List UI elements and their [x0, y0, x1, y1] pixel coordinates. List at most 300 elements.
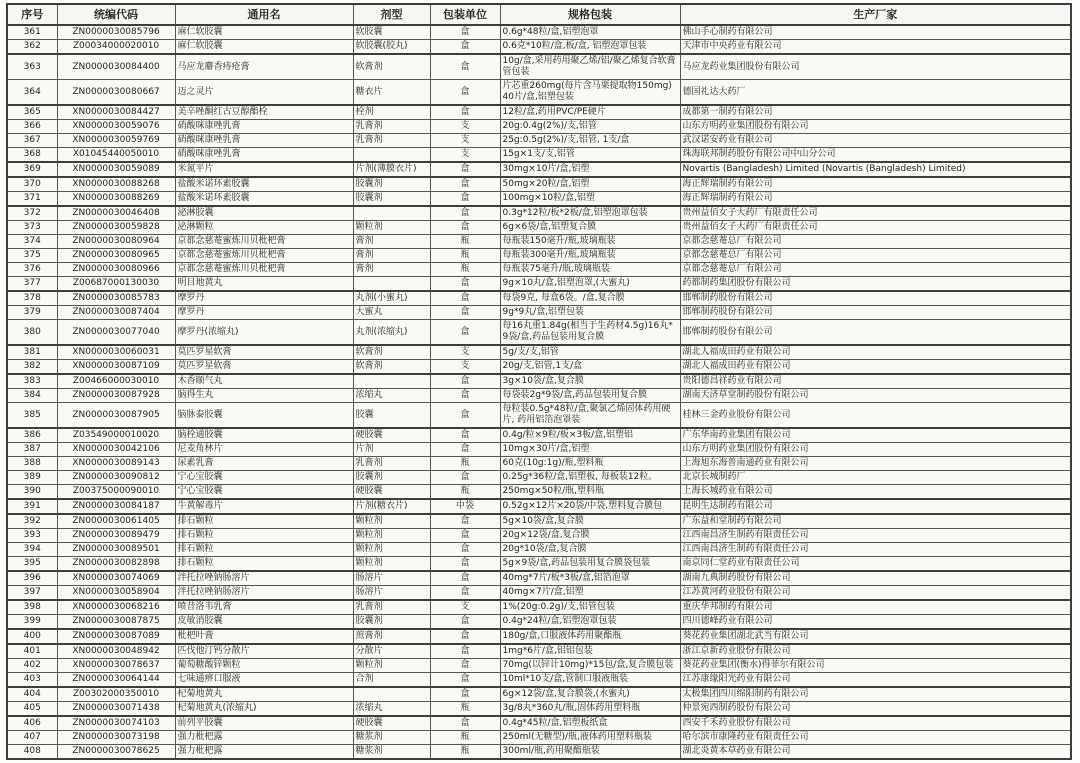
cell-seq: 381 [7, 345, 57, 360]
cell-unit: 盒 [430, 105, 500, 120]
cell-spec: 0.3g*12粒/板*2板/盒,铝塑泡罩包装 [500, 206, 680, 221]
cell-unit: 中袋 [430, 499, 500, 514]
cell-code: ZN0000030087089 [57, 629, 175, 644]
cell-unit: 盒 [430, 687, 500, 702]
cell-unit: 盒 [430, 571, 500, 586]
cell-seq: 361 [7, 25, 57, 40]
cell-spec: 1mg*6片/盒,铝铝包装 [500, 644, 680, 659]
cell-maker: 上海长城药业有限公司 [680, 485, 1071, 500]
cell-unit: 盒 [430, 25, 500, 40]
cell-form: 胶囊剂 [353, 177, 430, 192]
cell-maker: 湖南九典制药股份有限公司 [680, 571, 1071, 586]
cell-form: 软胶囊(胶丸) [353, 40, 430, 55]
cell-spec: 40mg*7片/板*3板/盒,铝箔泡罩 [500, 571, 680, 586]
cell-spec: 12粒/盒,药用PVC/PE硬片 [500, 105, 680, 120]
cell-seq: 408 [7, 745, 57, 760]
table-row [7, 345, 1071, 360]
cell-seq: 385 [7, 403, 57, 429]
cell-unit: 支 [430, 600, 500, 615]
table-row [7, 571, 1071, 586]
table-row [7, 360, 1071, 375]
cell-form: 糖浆剂 [353, 731, 430, 745]
cell-name: 京都念慈菴蜜炼川贝枇杷膏 [175, 263, 353, 277]
cell-form: 硬胶囊 [353, 428, 430, 443]
cell-maker: 药都制药集团股份有限公司 [680, 277, 1071, 292]
cell-unit: 盒 [430, 80, 500, 106]
cell-seq: 397 [7, 586, 57, 601]
cell-form: 肠溶片 [353, 586, 430, 601]
table-row [7, 745, 1071, 760]
cell-unit: 盒 [430, 291, 500, 306]
cell-form [353, 277, 430, 292]
cell-code: Z00034000020010 [57, 40, 175, 55]
cell-seq: 386 [7, 428, 57, 443]
cell-maker: 成都第一制药有限公司 [680, 105, 1071, 120]
cell-unit: 盒 [430, 374, 500, 389]
cell-seq: 374 [7, 235, 57, 249]
cell-maker: 山东方明药业集团股份有限公司 [680, 443, 1071, 457]
cell-code: Z00302000350010 [57, 687, 175, 702]
table-row [7, 263, 1071, 277]
cell-code: ZN0000030078625 [57, 745, 175, 760]
cell-code: XN0000030088268 [57, 177, 175, 192]
cell-seq: 393 [7, 529, 57, 543]
cell-form: 片剂 [353, 443, 430, 457]
column-header-code: 统编代码 [57, 4, 175, 25]
cell-form: 肠溶片 [353, 571, 430, 586]
cell-name: 脑得生丸 [175, 389, 353, 403]
cell-maker: 珠海联邦制药股份有限公司中山分公司 [680, 148, 1071, 163]
column-header-maker: 生产厂家 [680, 4, 1071, 25]
cell-unit: 瓶 [430, 263, 500, 277]
cell-form: 胶囊剂 [353, 192, 430, 207]
cell-spec: 20g:0.4g(2%)/支,铝管 [500, 120, 680, 134]
table-row [7, 543, 1071, 557]
cell-maker: 西安千禾药业股份有限公司 [680, 716, 1071, 731]
cell-spec: 10ml*10支/盒,管制口服液瓶装 [500, 673, 680, 688]
cell-name: 排石颗粒 [175, 514, 353, 529]
cell-name: 枇杷叶膏 [175, 629, 353, 644]
cell-spec: 0.52g×12片×20袋/中袋,塑料复合膜包 [500, 499, 680, 514]
table-row [7, 629, 1071, 644]
cell-code: XN0000030059076 [57, 120, 175, 134]
cell-name: 明目地黄丸 [175, 277, 353, 292]
table-row [7, 644, 1071, 659]
cell-unit: 瓶 [430, 731, 500, 745]
cell-maker: 湖北人福成田药业有限公司 [680, 345, 1071, 360]
cell-form [353, 148, 430, 163]
cell-seq: 398 [7, 600, 57, 615]
cell-seq: 375 [7, 249, 57, 263]
cell-unit: 盒 [430, 529, 500, 543]
cell-maker: 哈尔滨市康隆药业有限责任公司 [680, 731, 1071, 745]
cell-name: 摩罗丹 [175, 291, 353, 306]
cell-seq: 377 [7, 277, 57, 292]
cell-maker: 德国礼达大药厂 [680, 80, 1071, 106]
table-row [7, 600, 1071, 615]
cell-maker: 海正辉瑞制药有限公司 [680, 192, 1071, 207]
cell-code: ZN0000030084187 [57, 499, 175, 514]
cell-spec: 40mg×7片/盒,铝塑 [500, 586, 680, 601]
cell-name: 喷昔洛韦乳膏 [175, 600, 353, 615]
cell-name: 京都念慈菴蜜炼川贝枇杷膏 [175, 249, 353, 263]
column-header-form: 剂型 [353, 4, 430, 25]
cell-seq: 390 [7, 485, 57, 500]
cell-code: XN0000030089143 [57, 457, 175, 471]
cell-maker: 武汉诺安药业有限公司 [680, 134, 1071, 148]
cell-maker: 佛山手心制药有限公司 [680, 25, 1071, 40]
table-row [7, 162, 1071, 177]
cell-unit: 瓶 [430, 702, 500, 717]
column-header-unit: 包装单位 [430, 4, 500, 25]
cell-unit: 盒 [430, 177, 500, 192]
table-row [7, 25, 1071, 40]
table-row [7, 457, 1071, 471]
cell-name: 京都念慈菴蜜炼川贝枇杷膏 [175, 235, 353, 249]
cell-name: 七味通痹口服液 [175, 673, 353, 688]
cell-form: 浓缩丸 [353, 702, 430, 717]
cell-unit: 盒 [430, 557, 500, 572]
cell-unit: 支 [430, 345, 500, 360]
table-row [7, 40, 1071, 55]
cell-spec: 100mg×10粒/盒,铝塑 [500, 192, 680, 207]
cell-unit: 盒 [430, 673, 500, 688]
cell-maker: 邯郸制药股份有限公司 [680, 291, 1071, 306]
cell-unit: 盒 [430, 443, 500, 457]
cell-maker: 江苏康缘阳光药业有限公司 [680, 673, 1071, 688]
cell-code: XN0000030074069 [57, 571, 175, 586]
cell-code: XN0000030059089 [57, 162, 175, 177]
cell-name: 强力枇杷露 [175, 731, 353, 745]
cell-form: 颗粒剂 [353, 659, 430, 673]
cell-name: 杞菊地黄丸(浓缩丸) [175, 702, 353, 717]
cell-form: 颗粒剂 [353, 514, 430, 529]
cell-maker: 江西南昌济生制药有限责任公司 [680, 529, 1071, 543]
cell-seq: 396 [7, 571, 57, 586]
cell-seq: 382 [7, 360, 57, 375]
cell-spec: 25g:0.5g(2%)/支,铝管, 1支/盒 [500, 134, 680, 148]
cell-unit: 盒 [430, 629, 500, 644]
cell-unit: 支 [430, 360, 500, 375]
table-row [7, 403, 1071, 429]
table-row [7, 306, 1071, 320]
cell-spec: 每瓶装150毫升/瓶,玻璃瓶装 [500, 235, 680, 249]
cell-spec: 0.4g*24粒/盒,铝塑泡罩包装 [500, 615, 680, 630]
cell-maker: 贵阳德昌祥药业有限公司 [680, 374, 1071, 389]
cell-name: 泮托拉唑钠肠溶片 [175, 586, 353, 601]
cell-unit: 支 [430, 120, 500, 134]
cell-spec: 10g/盒,采用药用聚乙烯/铝/聚乙烯复合软膏管包装 [500, 54, 680, 80]
table-row [7, 148, 1071, 163]
cell-code: XN0000030060031 [57, 345, 175, 360]
table-row [7, 105, 1071, 120]
cell-seq: 373 [7, 221, 57, 235]
cell-name: 摩罗丹(浓缩丸) [175, 320, 353, 346]
table-row [7, 374, 1071, 389]
cell-code: XN0000030068216 [57, 600, 175, 615]
cell-seq: 371 [7, 192, 57, 207]
cell-maker: 江苏黄河药业股份有限公司 [680, 586, 1071, 601]
cell-seq: 372 [7, 206, 57, 221]
cell-code: ZN0000030046408 [57, 206, 175, 221]
cell-code: ZN0000030080667 [57, 80, 175, 106]
cell-spec: 30mg×10片/盒,铝塑 [500, 162, 680, 177]
cell-maker: 京都念慈菴总厂有限公司 [680, 235, 1071, 249]
cell-form: 片剂(糖衣片) [353, 499, 430, 514]
cell-maker: 四川德峰药业有限公司 [680, 615, 1071, 630]
cell-name: 皮敏消胶囊 [175, 615, 353, 630]
cell-form: 糖衣片 [353, 80, 430, 106]
cell-form: 胶囊剂 [353, 471, 430, 485]
cell-name: 泮托拉唑钠肠溶片 [175, 571, 353, 586]
table-row [7, 731, 1071, 745]
cell-name: 美辛唑酮红古豆醇酯栓 [175, 105, 353, 120]
cell-code: ZN0000030087875 [57, 615, 175, 630]
cell-spec: 250ml(无糖型)/瓶,液体药用塑料瓶装 [500, 731, 680, 745]
cell-form: 乳膏剂 [353, 120, 430, 134]
table-row [7, 192, 1071, 207]
cell-maker: 天津市中央药业有限公司 [680, 40, 1071, 55]
cell-form: 丸剂(浓缩丸) [353, 320, 430, 346]
cell-form: 颗粒剂 [353, 557, 430, 572]
table-row [7, 716, 1071, 731]
cell-seq: 389 [7, 471, 57, 485]
cell-code: ZN0000030084400 [57, 54, 175, 80]
cell-code: ZN0000030071438 [57, 702, 175, 717]
header-row [7, 4, 1071, 25]
cell-spec: 300ml/瓶,药用聚酯瓶装 [500, 745, 680, 760]
cell-unit: 盒 [430, 277, 500, 292]
cell-spec: 每瓶装75毫升/瓶,玻璃瓶装 [500, 263, 680, 277]
cell-spec: 3g×10袋/盒,复合膜 [500, 374, 680, 389]
cell-unit: 盒 [430, 206, 500, 221]
cell-code: ZN0000030087404 [57, 306, 175, 320]
cell-maker: 葵花药业集团湖北武当有限公司 [680, 629, 1071, 644]
cell-form: 栓剂 [353, 105, 430, 120]
cell-code: ZN0000030080964 [57, 235, 175, 249]
cell-name: 米氮平片 [175, 162, 353, 177]
table-row [7, 177, 1071, 192]
cell-name: 尿素乳膏 [175, 457, 353, 471]
cell-maker: 湖北人福成田药业有限公司 [680, 360, 1071, 375]
cell-form: 膏剂 [353, 249, 430, 263]
cell-name: 莫匹罗星软膏 [175, 345, 353, 360]
cell-seq: 395 [7, 557, 57, 572]
cell-maker: 广东益和堂制药有限公司 [680, 514, 1071, 529]
cell-maker: 京都念慈菴总厂有限公司 [680, 249, 1071, 263]
cell-code: ZN0000030085796 [57, 25, 175, 40]
cell-maker: 葵花药业集团(衡水)得菲尔有限公司 [680, 659, 1071, 673]
column-header-spec: 规格包装 [500, 4, 680, 25]
cell-spec: 0.4g/粒×9粒/板×3板/盒,铝塑铝 [500, 428, 680, 443]
cell-code: ZN0000030064144 [57, 673, 175, 688]
cell-code: ZN0000030087928 [57, 389, 175, 403]
cell-spec: 5g×9袋/盒,药品包装用复合膜袋包装 [500, 557, 680, 572]
cell-unit: 盒 [430, 389, 500, 403]
cell-maker: 上海旭东海普南通药业有限公司 [680, 457, 1071, 471]
table-row [7, 134, 1071, 148]
cell-unit: 盒 [430, 716, 500, 731]
cell-spec: 20g×12袋/盒,复合膜 [500, 529, 680, 543]
cell-code: XN0000030058904 [57, 586, 175, 601]
cell-name: 木香顺气丸 [175, 374, 353, 389]
table-row [7, 291, 1071, 306]
cell-name: 牛黄解毒片 [175, 499, 353, 514]
cell-maker: 邯郸制药股份有限公司 [680, 306, 1071, 320]
cell-maker: 湖北炎黄本草药业有限公司 [680, 745, 1071, 760]
table-body [7, 25, 1071, 759]
table-row [7, 471, 1071, 485]
cell-spec: 6g×12袋/盒,复合膜袋,(水蜜丸) [500, 687, 680, 702]
cell-code: ZN0000030080965 [57, 249, 175, 263]
cell-name: 排石颗粒 [175, 529, 353, 543]
cell-maker: 邯郸制药股份有限公司 [680, 320, 1071, 346]
table-row [7, 389, 1071, 403]
cell-code: XN0000030042106 [57, 443, 175, 457]
cell-unit: 盒 [430, 543, 500, 557]
cell-name: 莫匹罗星软膏 [175, 360, 353, 375]
table-row [7, 249, 1071, 263]
cell-maker: 仲景宛西制药股份有限公司 [680, 702, 1071, 717]
cell-form: 煎膏剂 [353, 629, 430, 644]
cell-spec: 15g×1支/支,铝管 [500, 148, 680, 163]
table-row [7, 529, 1071, 543]
cell-form: 糖浆剂 [353, 745, 430, 760]
cell-unit: 盒 [430, 586, 500, 601]
cell-spec: 60克(10g:1g)/瓶,塑料瓶 [500, 457, 680, 471]
cell-form: 丸剂(小蜜丸) [353, 291, 430, 306]
cell-maker: 广东华南药业集团有限公司 [680, 428, 1071, 443]
cell-form: 分散片 [353, 644, 430, 659]
table-row [7, 206, 1071, 221]
cell-code: XN0000030088269 [57, 192, 175, 207]
cell-code: Z00466000030010 [57, 374, 175, 389]
cell-code: ZN0000030089479 [57, 529, 175, 543]
cell-maker: 江西南昌济生制药有限责任公司 [680, 543, 1071, 557]
cell-spec: 每16丸重1.84g(相当于生药材4.5g)16丸*9袋/盒,药品包装用复合膜 [500, 320, 680, 346]
cell-seq: 378 [7, 291, 57, 306]
cell-seq: 406 [7, 716, 57, 731]
cell-seq: 367 [7, 134, 57, 148]
cell-form: 膏剂 [353, 263, 430, 277]
cell-unit: 瓶 [430, 235, 500, 249]
cell-form: 硬胶囊 [353, 485, 430, 500]
cell-seq: 365 [7, 105, 57, 120]
cell-maker: 北京长城制药厂 [680, 471, 1071, 485]
cell-unit: 盒 [430, 54, 500, 80]
cell-name: 马应龙麝香痔疮膏 [175, 54, 353, 80]
cell-form: 胶囊剂 [353, 615, 430, 630]
cell-seq: 369 [7, 162, 57, 177]
table-row [7, 54, 1071, 80]
table-row [7, 120, 1071, 134]
cell-spec: 0.25g*36粒/盒,铝塑板, 每板装12粒。 [500, 471, 680, 485]
cell-seq: 380 [7, 320, 57, 346]
cell-name: 麻仁软胶囊 [175, 40, 353, 55]
cell-form: 片剂(薄膜衣片) [353, 162, 430, 177]
cell-form: 颗粒剂 [353, 221, 430, 235]
cell-code: XN0000030084427 [57, 105, 175, 120]
cell-code: ZN0000030074103 [57, 716, 175, 731]
cell-maker: 贵州益佰女子大药厂有限责任公司 [680, 221, 1071, 235]
cell-code: ZN0000030061405 [57, 514, 175, 529]
cell-spec: 0.6g*48粒/盒,铝塑泡罩 [500, 25, 680, 40]
cell-spec: 50mg×20粒/盒,铝塑 [500, 177, 680, 192]
cell-unit: 盒 [430, 471, 500, 485]
cell-form [353, 374, 430, 389]
cell-name: 尼麦角林片 [175, 443, 353, 457]
cell-code: XN0000030078637 [57, 659, 175, 673]
cell-name: 迈之灵片 [175, 80, 353, 106]
cell-spec: 3g/8丸*360丸/瓶,固体药用塑料瓶 [500, 702, 680, 717]
cell-spec: 0.4g*45粒/盒,铝塑板纸盒 [500, 716, 680, 731]
cell-unit: 支 [430, 134, 500, 148]
cell-seq: 362 [7, 40, 57, 55]
cell-seq: 392 [7, 514, 57, 529]
cell-name: 宁心宝胶囊 [175, 471, 353, 485]
cell-form: 乳膏剂 [353, 600, 430, 615]
column-header-seq: 序号 [7, 4, 57, 25]
cell-maker: 山东方明药业集团股份有限公司 [680, 120, 1071, 134]
cell-name: 盐酸米诺环素胶囊 [175, 177, 353, 192]
table-row [7, 673, 1071, 688]
cell-form: 软胶囊 [353, 25, 430, 40]
cell-seq: 403 [7, 673, 57, 688]
cell-spec: 5g/支/支,铝管 [500, 345, 680, 360]
cell-code: ZN0000030082898 [57, 557, 175, 572]
cell-maker: 贵州益佰女子大药厂有限责任公司 [680, 206, 1071, 221]
cell-form: 胶囊 [353, 403, 430, 429]
cell-unit: 盒 [430, 320, 500, 346]
cell-name: 杞菊地黄丸 [175, 687, 353, 702]
cell-maker: 太极集团四川绵阳制药有限公司 [680, 687, 1071, 702]
cell-maker: 京都念慈菴总厂有限公司 [680, 263, 1071, 277]
cell-maker: 湖南天济草堂制药股份有限公司 [680, 389, 1071, 403]
cell-form: 乳膏剂 [353, 457, 430, 471]
cell-form [353, 687, 430, 702]
cell-spec: 250mg×50粒/瓶,塑料瓶 [500, 485, 680, 500]
table-row [7, 235, 1071, 249]
cell-spec: 9g*9丸/盒,铝塑包装 [500, 306, 680, 320]
cell-unit: 盒 [430, 644, 500, 659]
cell-unit: 盒 [430, 659, 500, 673]
cell-form: 浓缩丸 [353, 389, 430, 403]
cell-name: 泌淋颗粒 [175, 221, 353, 235]
cell-spec: 片芯重260mg(每片含马栗提取物150mg)40片/盒,铝塑包装 [500, 80, 680, 106]
cell-maker: 南京同仁堂药业有限责任公司 [680, 557, 1071, 572]
cell-seq: 401 [7, 644, 57, 659]
cell-name: 排石颗粒 [175, 543, 353, 557]
table-row [7, 557, 1071, 572]
cell-name: 摩罗丹 [175, 306, 353, 320]
cell-name: 葡萄糖酸锌颗粒 [175, 659, 353, 673]
cell-maker: 马应龙药业集团股份有限公司 [680, 54, 1071, 80]
cell-unit: 盒 [430, 221, 500, 235]
cell-code: ZN0000030089501 [57, 543, 175, 557]
cell-seq: 368 [7, 148, 57, 163]
cell-form: 大蜜丸 [353, 306, 430, 320]
cell-code: ZN0000030090812 [57, 471, 175, 485]
table-row [7, 586, 1071, 601]
cell-name: 强力枇杷露 [175, 745, 353, 760]
cell-code: XN0000030048942 [57, 644, 175, 659]
cell-unit: 盒 [430, 192, 500, 207]
cell-seq: 366 [7, 120, 57, 134]
cell-seq: 370 [7, 177, 57, 192]
cell-form: 膏剂 [353, 235, 430, 249]
cell-seq: 376 [7, 263, 57, 277]
cell-form [353, 206, 430, 221]
